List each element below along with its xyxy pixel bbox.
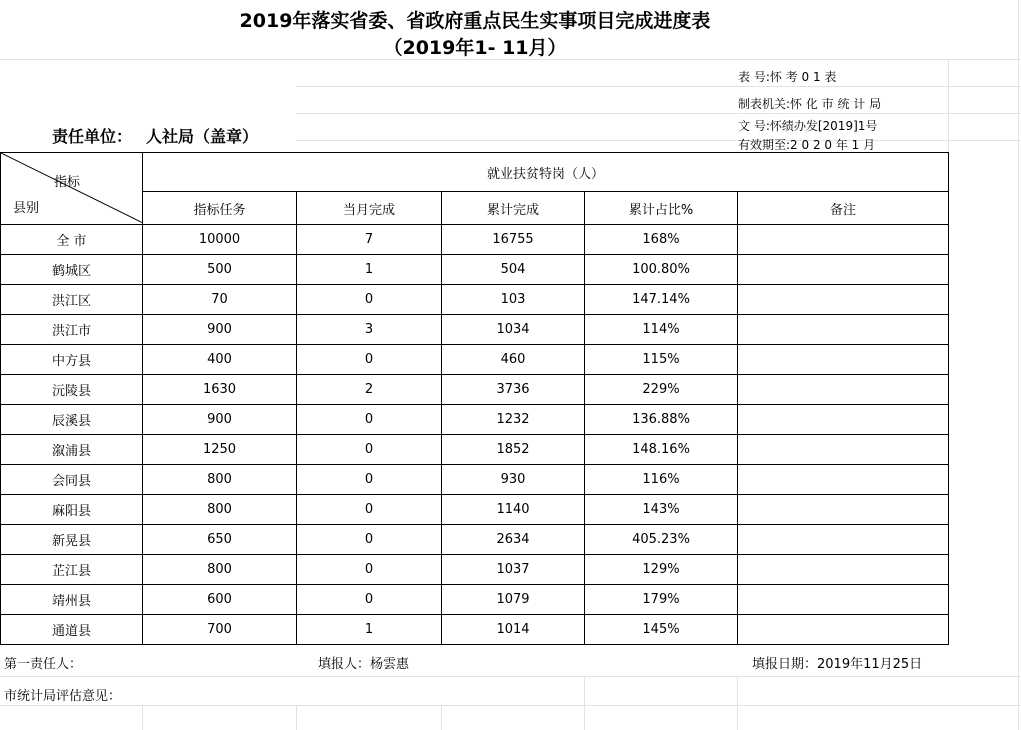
- note-cell: [738, 495, 949, 525]
- column-header: 指标任务: [143, 192, 297, 225]
- total-cell: 2634: [442, 525, 585, 555]
- fill-date: 填报日期：2019年11月25日: [752, 657, 923, 672]
- column-header: 当月完成: [297, 192, 442, 225]
- month-cell: 0: [297, 345, 442, 375]
- total-cell: 1852: [442, 435, 585, 465]
- table-row: [1, 585, 949, 615]
- corner-header-cell: [1, 153, 143, 225]
- ratio-cell: 136.88%: [585, 405, 738, 435]
- task-cell: 700: [143, 615, 297, 645]
- month-cell: 0: [297, 285, 442, 315]
- task-cell: 10000: [143, 225, 297, 255]
- task-cell: 1250: [143, 435, 297, 465]
- note-cell: [738, 465, 949, 495]
- month-cell: 1: [297, 255, 442, 285]
- total-cell: 1034: [442, 315, 585, 345]
- total-cell: 3736: [442, 375, 585, 405]
- note-cell: [738, 435, 949, 465]
- county-cell: 中方县: [1, 345, 143, 375]
- county-cell: 全 市: [1, 225, 143, 255]
- note-cell: [738, 255, 949, 285]
- month-cell: 0: [297, 465, 442, 495]
- total-cell: 103: [442, 285, 585, 315]
- task-cell: 900: [143, 405, 297, 435]
- ratio-cell: 114%: [585, 315, 738, 345]
- month-cell: 7: [297, 225, 442, 255]
- note-cell: [738, 405, 949, 435]
- total-cell: 460: [442, 345, 585, 375]
- document-number-value: 怀绩办发[2019]1号: [769, 119, 878, 133]
- table-row: [1, 255, 949, 285]
- county-cell: 会同县: [1, 465, 143, 495]
- task-cell: 800: [143, 465, 297, 495]
- month-cell: 0: [297, 405, 442, 435]
- month-cell: 0: [297, 495, 442, 525]
- note-cell: [738, 615, 949, 645]
- month-cell: 0: [297, 555, 442, 585]
- task-cell: 1630: [143, 375, 297, 405]
- column-header: 累计完成: [442, 192, 585, 225]
- task-cell: 800: [143, 495, 297, 525]
- document-number-label: 文 号:: [738, 119, 770, 133]
- ratio-cell: 116%: [585, 465, 738, 495]
- county-cell: 麻阳县: [1, 495, 143, 525]
- note-cell: [738, 585, 949, 615]
- table-row: [1, 345, 949, 375]
- ratio-cell: 147.14%: [585, 285, 738, 315]
- total-cell: 1037: [442, 555, 585, 585]
- table-row: [1, 405, 949, 435]
- column-header: 累计占比%: [585, 192, 738, 225]
- ratio-cell: 229%: [585, 375, 738, 405]
- note-cell: [738, 225, 949, 255]
- note-cell: [738, 555, 949, 585]
- page-subtitle: （2019年1- 11月）: [383, 37, 567, 59]
- ratio-cell: 129%: [585, 555, 738, 585]
- progress-table: [0, 152, 949, 645]
- total-cell: 504: [442, 255, 585, 285]
- table-row: [1, 615, 949, 645]
- task-cell: 800: [143, 555, 297, 585]
- total-cell: 1140: [442, 495, 585, 525]
- ratio-cell: 143%: [585, 495, 738, 525]
- table-row: [1, 495, 949, 525]
- issuing-authority: [738, 95, 881, 112]
- corner-label-county: 县别: [13, 201, 40, 216]
- filler-label: 填报人：杨雲惠: [318, 657, 410, 672]
- note-cell: [738, 345, 949, 375]
- issuing-authority-value: 怀 化 市 统 计 局: [790, 97, 882, 111]
- task-cell: 900: [143, 315, 297, 345]
- task-cell: 600: [143, 585, 297, 615]
- document-number: [738, 117, 877, 134]
- table-row: [1, 375, 949, 405]
- task-cell: 70: [143, 285, 297, 315]
- total-cell: 1014: [442, 615, 585, 645]
- county-cell: 靖州县: [1, 585, 143, 615]
- table-number-value: 怀 考 0 1 表: [769, 70, 837, 84]
- ratio-cell: 168%: [585, 225, 738, 255]
- ratio-cell: 179%: [585, 585, 738, 615]
- table-row: [1, 285, 949, 315]
- county-cell: 洪江市: [1, 315, 143, 345]
- county-cell: 沅陵县: [1, 375, 143, 405]
- month-cell: 0: [297, 435, 442, 465]
- corner-label-indicator: 指标: [53, 175, 80, 190]
- column-header: 备注: [738, 192, 949, 225]
- note-cell: [738, 285, 949, 315]
- county-cell: 新晃县: [1, 525, 143, 555]
- task-cell: 400: [143, 345, 297, 375]
- ratio-cell: 145%: [585, 615, 738, 645]
- table-row: [1, 525, 949, 555]
- table-row: [1, 315, 949, 345]
- page-title: 2019年落实省委、省政府重点民生实事项目完成进度表: [239, 10, 711, 32]
- evaluation-label: 市统计局评估意见：: [4, 689, 122, 704]
- table-row: [1, 465, 949, 495]
- month-cell: 2: [297, 375, 442, 405]
- table-row: [1, 435, 949, 465]
- table-row: [1, 225, 949, 255]
- task-cell: 500: [143, 255, 297, 285]
- group-header: 就业扶贫特岗（人）: [143, 153, 949, 192]
- county-cell: 洪江区: [1, 285, 143, 315]
- ratio-cell: 405.23%: [585, 525, 738, 555]
- month-cell: 1: [297, 615, 442, 645]
- responsible-unit-label: 责任单位：: [52, 127, 133, 146]
- county-cell: 溆浦县: [1, 435, 143, 465]
- ratio-cell: 115%: [585, 345, 738, 375]
- month-cell: 0: [297, 585, 442, 615]
- task-cell: 650: [143, 525, 297, 555]
- county-cell: 通道县: [1, 615, 143, 645]
- month-cell: 3: [297, 315, 442, 345]
- ratio-cell: 100.80%: [585, 255, 738, 285]
- responsible-unit-value: 人社局（盖章）: [146, 127, 259, 146]
- responsible-unit: [52, 124, 258, 147]
- total-cell: 16755: [442, 225, 585, 255]
- note-cell: [738, 375, 949, 405]
- note-cell: [738, 315, 949, 345]
- total-cell: 1079: [442, 585, 585, 615]
- valid-until-value: 2 0 2 0 年 1 月: [790, 138, 876, 152]
- county-cell: 辰溪县: [1, 405, 143, 435]
- first-responsible-label: 第一责任人：: [4, 657, 83, 672]
- table-number-label: 表 号:: [738, 70, 770, 84]
- valid-until: [738, 136, 875, 153]
- total-cell: 930: [442, 465, 585, 495]
- table-number: [738, 68, 836, 85]
- county-cell: 鹤城区: [1, 255, 143, 285]
- table-row: [1, 555, 949, 585]
- note-cell: [738, 525, 949, 555]
- county-cell: 芷江县: [1, 555, 143, 585]
- issuing-authority-label: 制表机关:: [738, 97, 791, 111]
- valid-until-label: 有效期至:: [738, 138, 791, 152]
- total-cell: 1232: [442, 405, 585, 435]
- ratio-cell: 148.16%: [585, 435, 738, 465]
- month-cell: 0: [297, 525, 442, 555]
